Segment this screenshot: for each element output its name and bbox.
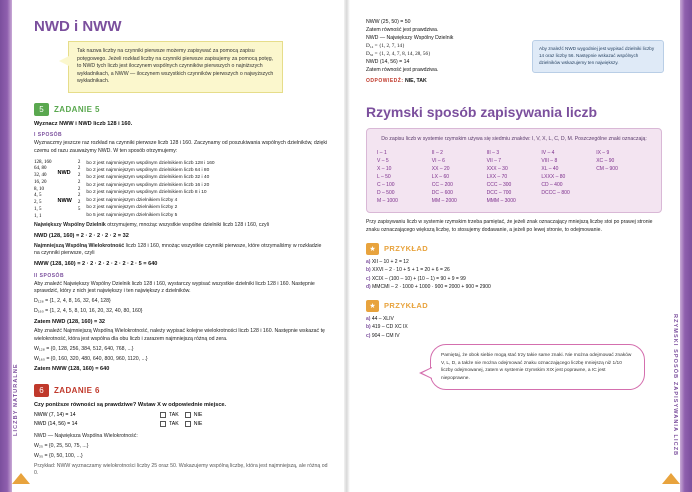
example-2-item-0 bbox=[366, 315, 660, 324]
note-text: Tak nazwa liczby na czynniki pierwsze możemy zapisywać za pomocą zapisu potęgowego. Jeżeli rozkład liczby na czynniki pierwsze zapisujemy za pomocą potęg, to NWD tych liczb jest iloczynem wspólnych czynników pierwszych o najniższych wykładnikach, a NWW — iloczynem wszystkich czynników pierwszych o najwyższych wykładnikach. bbox=[77, 48, 274, 85]
roman-c5-0: IX – 9 bbox=[596, 149, 610, 156]
factor-left-0: 128, 160 bbox=[34, 159, 52, 165]
factor-left-5: 4, 5 bbox=[34, 193, 42, 199]
example-1-list bbox=[366, 258, 660, 292]
task-6-option-2-yes-label: TAK bbox=[169, 421, 179, 428]
task-6-header bbox=[34, 384, 328, 397]
example-1-item-0 bbox=[366, 258, 660, 267]
factor-left-3: 16, 20 bbox=[34, 179, 47, 185]
task-6-option-1-no[interactable] bbox=[185, 412, 203, 418]
task-6-w25: W₂₅ = {0, 25, 50, 75, ...} bbox=[34, 442, 89, 449]
factor-expl-4: bo 2 jest najmniejszym wspólnym dzielnikiem liczb 8 i 10 bbox=[86, 190, 207, 196]
factor-right-0: 2 bbox=[77, 159, 81, 165]
task-6-label: ZADANIE 6 bbox=[54, 385, 100, 395]
factor-right-5: 2 bbox=[77, 193, 81, 199]
roman-c5-1: XC – 90 bbox=[596, 157, 615, 164]
example-1-item-1 bbox=[366, 266, 660, 275]
roman-c3-0: III – 3 bbox=[486, 149, 500, 156]
roman-c1-5: D – 500 bbox=[377, 189, 395, 196]
roman-columns bbox=[377, 149, 651, 205]
example-2-text-2: 904 – CM IV bbox=[371, 332, 400, 339]
roman-c1-6: M – 1000 bbox=[377, 197, 398, 204]
rp-line-2: Zatem równość jest prawdziwa. bbox=[366, 27, 439, 34]
conclusion-1 bbox=[34, 222, 328, 230]
factor-left-2: 32, 40 bbox=[34, 173, 47, 179]
conclusion-2-title: Najmniejszą Wspólną Wielokrotność bbox=[34, 242, 125, 249]
task-6-badge: 6 bbox=[34, 384, 49, 397]
example-1-label: PRZYKŁAD bbox=[384, 244, 429, 254]
roman-c2-0: II – 2 bbox=[431, 149, 443, 156]
bubble-tail-inner-icon bbox=[422, 368, 432, 378]
roman-c5-2: CM – 900 bbox=[596, 165, 618, 172]
roman-col-3 bbox=[487, 149, 542, 205]
roman-c1-2: X – 10 bbox=[377, 165, 392, 172]
roman-col-4 bbox=[541, 149, 596, 205]
roman-c1-4: C – 100 bbox=[377, 181, 395, 188]
example-1-text-1: XXVI – 2 · 10 + 5 + 1 = 20 + 6 = 26 bbox=[372, 267, 450, 274]
factor-right-7: 5 bbox=[77, 206, 81, 212]
task-5-method-2-label: II SPOSÓB bbox=[34, 272, 65, 279]
pink-speech-bubble bbox=[430, 344, 645, 390]
example-1-item-2 bbox=[366, 275, 660, 284]
task-6-option-2-no[interactable] bbox=[185, 421, 203, 427]
example-1-text-2: XCIX – (100 – 10) + (10 – 1) = 90 + 9 = 99 bbox=[371, 275, 466, 282]
factor-explanations bbox=[86, 160, 214, 219]
example-2-tag-2: c) bbox=[366, 332, 371, 339]
nwd-label: NWD bbox=[57, 169, 71, 176]
task-5-method-1-label: I SPOSÓB bbox=[34, 132, 63, 139]
factor-left-1: 64, 80 bbox=[34, 166, 47, 172]
rp-line-3: NWD — Największy Wspólny Dzielnik bbox=[366, 35, 454, 42]
rp-divisors-56: D₅₆ = {1, 2, 4, 7, 8, 14, 28, 56} bbox=[366, 51, 431, 58]
method-2-result: Zatem NWD (128, 160) = 32 bbox=[34, 318, 106, 325]
task-6-option-2-yes[interactable] bbox=[160, 421, 179, 427]
factor-expl-3: bo 2 jest najmniejszym wspólnym dzielnikiem liczb 16 i 20 bbox=[86, 182, 210, 188]
factor-expl-5: bo 2 jest najmniejszym dzielnikiem liczby 4 bbox=[86, 197, 178, 203]
example-2-tag-0: a) bbox=[366, 315, 371, 322]
example-icon: ★ bbox=[366, 300, 379, 312]
example-2-label: PRZYKŁAD bbox=[384, 301, 429, 311]
roman-c3-2: XXX – 30 bbox=[486, 165, 508, 172]
example-1-text-3: MMCMI – 2 · 1000 + 1000 · 900 = 2000 + 900 = 2900 bbox=[372, 284, 491, 291]
rp-line-1: NWW (25, 50) = 50 bbox=[366, 19, 411, 25]
rp-line-4: NWD (14, 56) = 14 bbox=[366, 59, 410, 66]
roman-c1-3: L – 50 bbox=[377, 173, 391, 180]
example-1-tag-3: d) bbox=[366, 284, 371, 291]
checkbox-icon[interactable] bbox=[185, 412, 191, 418]
roman-col-2 bbox=[432, 149, 487, 205]
roman-c3-4: CCC – 300 bbox=[486, 181, 512, 188]
factor-expl-2: bo 2 jest najmniejszym wspólnym dzielnikiem liczb 32 i 40 bbox=[86, 175, 210, 181]
factor-right-column bbox=[78, 160, 81, 214]
roman-c4-2: XL – 40 bbox=[541, 165, 559, 172]
example-1-tag-2: c) bbox=[366, 275, 371, 282]
task-5-badge: 5 bbox=[34, 103, 49, 116]
roman-c2-1: VI – 6 bbox=[431, 157, 445, 164]
roman-c1-1: V – 5 bbox=[377, 157, 389, 164]
task-5-label: ZADANIE 5 bbox=[54, 104, 100, 114]
task-6-option-1-yes[interactable] bbox=[160, 412, 179, 418]
conclusion-2-equation: NWW (128, 160) = 2 · 2 · 2 · 2 · 2 · 2 · 2 · 5 = 640 bbox=[34, 261, 158, 268]
example-1-tag-1: b) bbox=[366, 267, 371, 274]
factor-left-6: 2, 5 bbox=[34, 200, 42, 206]
roman-c1-0: I – 1 bbox=[377, 149, 387, 156]
factor-expl-1: bo 2 jest najmniejszym wspólnym dzielnikiem liczb 64 i 80 bbox=[86, 168, 210, 174]
task-6-row-1[interactable] bbox=[34, 412, 328, 418]
factor-left-8: 1, 1 bbox=[34, 213, 42, 219]
task-6-option-2-no-label: NIE bbox=[193, 421, 203, 428]
task-5-intro: Wyznaczmy jeszcze raz rozkład na czynniki pierwsze liczb 128 i 160. Zaczynamy od poszukiwania wspólnych dzielników, dzięki czemu od razu zauważymy NWD. W ten sposób otrzymujemy: bbox=[34, 140, 328, 154]
checkbox-icon[interactable] bbox=[185, 421, 191, 427]
divisors-160: D₁₆₀ = {1, 2, 4, 5, 8, 10, 16, 20, 32, 40, 80, 160} bbox=[34, 307, 143, 314]
conclusion-1-text: otrzymujemy, mnożąc wszystkie wspólne dzielniki liczb 128 i 160, czyli bbox=[105, 222, 269, 229]
method-2b-result: Zatem NWW (128, 160) = 640 bbox=[34, 366, 110, 373]
example-1-text-0: XII – 10 + 2 = 12 bbox=[371, 258, 409, 265]
multiples-128: W₁₂₈ = {0, 128, 256, 384, 512, 640, 768, ...} bbox=[34, 345, 134, 352]
roman-rules-paragraph: Przy zapisywaniu liczb w systemie rzymskim trzeba pamiętać, że jeżeli znak oznaczający mniejszą liczbę stoi po prawej stronie znaku oznaczającego większą liczbę, to stosujemy dodawanie, a jeżeli po lewej stronie, to odejmowanie. bbox=[366, 218, 653, 233]
factor-left-7: 1, 5 bbox=[34, 206, 42, 212]
rp-line-5: Zatem równość jest prawdziwa. bbox=[366, 67, 439, 74]
roman-col-5 bbox=[596, 149, 651, 205]
factor-right-3: 2 bbox=[77, 179, 81, 185]
bubble-text: Pamiętaj, że obok siebie mogą stać trzy takie same znaki. Nie można odejmować znaków V, L, D, a także nie można odejmować znaku oznaczającego liczbę mniejszą niż 1/10 liczby odejmowanej, zatem w systemie rzymskim XIX jest poprawne, a IC jest niepoprawne. bbox=[441, 353, 632, 381]
left-page-edge-decoration bbox=[0, 0, 12, 492]
task-5-question: Wyznacz NWW i NWD liczb 128 i 160. bbox=[34, 120, 133, 127]
conclusion-2-text: liczb 128 i 160, mnożąc wszystkie czynniki pierwsze, które otrzymaliśmy w rozkładzie na czynniki pierwsze, czyli bbox=[34, 242, 322, 257]
factor-right-6: 2 bbox=[77, 200, 81, 206]
roman-c4-0: IV – 4 bbox=[541, 149, 555, 156]
factor-right-1: 2 bbox=[77, 166, 81, 172]
roman-numerals-box bbox=[366, 128, 662, 213]
page-title: NWD i NWW bbox=[34, 18, 122, 35]
multiples-160: W₁₆₀ = {0, 160, 320, 480, 640, 800, 960, 1120, ...} bbox=[34, 355, 148, 362]
factor-expl-7: bo 5 jest najmniejszym dzielnikiem liczby 5 bbox=[86, 212, 178, 218]
roman-c2-2: XX – 20 bbox=[431, 165, 450, 172]
conclusion-2 bbox=[34, 243, 328, 259]
roman-c2-6: MM – 2000 bbox=[431, 197, 457, 204]
example-2-list bbox=[366, 315, 660, 341]
blue-hint-box: Aby znaleźć NWD wygodniej jest wypisać dzielniki liczby 14 oraz liczby 56. Następnie wskazać wspólnych dzielników wskazujemy ten największy. bbox=[532, 40, 664, 73]
example-1-tag-0: a) bbox=[366, 258, 371, 265]
roman-c4-1: VIII – 8 bbox=[541, 157, 558, 164]
checkbox-icon[interactable] bbox=[160, 412, 166, 418]
rp-divisors-14: D₁₄ = {1, 2, 7, 14} bbox=[366, 43, 405, 50]
example-2-text-0: 44 – XLIV bbox=[371, 315, 394, 322]
right-page bbox=[350, 0, 680, 492]
roman-c4-5: DCCC – 800 bbox=[541, 189, 570, 196]
task-6-option-1-no-label: NIE bbox=[193, 412, 203, 419]
left-page bbox=[12, 0, 344, 492]
factor-right-2: 2 bbox=[77, 173, 81, 179]
example-2-item-1 bbox=[366, 323, 660, 332]
factor-left-column bbox=[34, 160, 52, 221]
task-6-footer-title: NWD — Największa Wspólna Wielokrotność: bbox=[34, 433, 138, 440]
roman-c2-3: LX – 60 bbox=[431, 173, 450, 180]
factor-left-4: 8, 10 bbox=[34, 186, 44, 192]
task-6-w35: W₃₅ = {0, 50, 100, ...} bbox=[34, 452, 83, 459]
roman-c2-5: DC – 600 bbox=[431, 189, 453, 196]
answer-value: NIE, TAK bbox=[404, 78, 427, 85]
roman-c2-4: CC – 200 bbox=[431, 181, 453, 188]
example-2-text-1: 419 – CD XC IX bbox=[372, 324, 408, 331]
example-2-header bbox=[366, 300, 660, 312]
example-icon: ★ bbox=[366, 243, 379, 255]
factor-right-4: 2 bbox=[77, 186, 81, 192]
answer-label: ODPOWIEDŹ: bbox=[366, 78, 404, 85]
task-6-option-1-yes-label: TAK bbox=[169, 412, 179, 419]
roman-c4-4: CD – 400 bbox=[541, 181, 563, 188]
example-2-tag-1: b) bbox=[366, 324, 371, 331]
roman-c3-1: VII – 7 bbox=[486, 157, 502, 164]
task-6-question: Czy poniższe równości są prawdziwe? Wstaw X w odpowiednie miejsce. bbox=[34, 401, 227, 408]
conclusion-1-title: Największy Wspólny Dzielnik bbox=[34, 222, 106, 229]
method-2-intro: Aby znaleźć Największy Wspólny Dzielnik liczb 128 i 160, wystarczy wypisać wszystkie dzielniki liczb 128 i 160. Następnie sprawdzić, który z nich jest największy i ten największy z dzielników. bbox=[34, 280, 315, 295]
nww-label: NWW bbox=[57, 197, 72, 204]
roman-c4-3: LXXX – 80 bbox=[541, 173, 566, 180]
roman-c3-3: LXX – 70 bbox=[486, 173, 508, 180]
roman-col-1 bbox=[377, 149, 432, 205]
factor-expl-0: bo 2 jest najmniejszym wspólnym dzielnikiem liczb 128 i 160 bbox=[86, 160, 215, 166]
task-6-footer-note: Przykład: NWW wyznaczamy wielokrotności liczby 25 oraz 50. Wskazujemy wspólną liczbę, która jest najmniejszą, ale różną od 0. bbox=[34, 462, 328, 477]
example-1-header bbox=[366, 243, 660, 255]
factor-expl-6: bo 2 jest najmniejszym dzielnikiem liczby 2 bbox=[86, 205, 178, 211]
conclusion-1-equation: NWD (128, 160) = 2 · 2 · 2 · 2 · 2 = 32 bbox=[34, 233, 129, 240]
left-page-side-tab: LICZBY NATURALNE bbox=[13, 363, 19, 437]
yellow-note-box bbox=[68, 41, 283, 93]
task-6-row-2[interactable] bbox=[34, 421, 328, 427]
task-6-statement-1: NWW (7, 14) = 14 bbox=[34, 412, 76, 419]
roman-c3-6: MMM – 3000 bbox=[486, 197, 516, 204]
divisors-128: D₁₂₈ = {1, 2, 4, 8, 16, 32, 64, 128} bbox=[34, 298, 111, 305]
roman-c3-5: DCC – 700 bbox=[486, 189, 512, 196]
note-tail-icon bbox=[59, 56, 69, 66]
right-page-edge-decoration bbox=[680, 0, 692, 492]
right-page-side-tab: RZYMSKI SPOSÓB ZAPISYWANIA LICZB bbox=[672, 313, 678, 457]
method-2b-intro: Aby znaleźć Najmniejszą Wspólną Wielokrotność, należy wypisać kolejne wielokrotności liczb 128 i 160. Następnie wskazać tę wielokrotność, która jest wspólna dla obu liczb i zarazem najmniejszą różną od zera. bbox=[34, 328, 325, 342]
example-2-item-2 bbox=[366, 332, 660, 341]
task-5-header bbox=[34, 103, 328, 116]
roman-box-title: Do zapisu liczb w systemie rzymskim używa się siedmiu znaków: I, V, X, L, C, D, M. Poszczególne znaki oznaczają: bbox=[381, 136, 647, 143]
right-page-title: Rzymski sposób zapisywania liczb bbox=[366, 104, 598, 121]
task-5-factorization bbox=[34, 160, 328, 221]
checkbox-icon[interactable] bbox=[160, 421, 166, 427]
task-6-statement-2: NWD (14, 56) = 14 bbox=[34, 421, 78, 428]
example-1-item-3 bbox=[366, 283, 660, 292]
